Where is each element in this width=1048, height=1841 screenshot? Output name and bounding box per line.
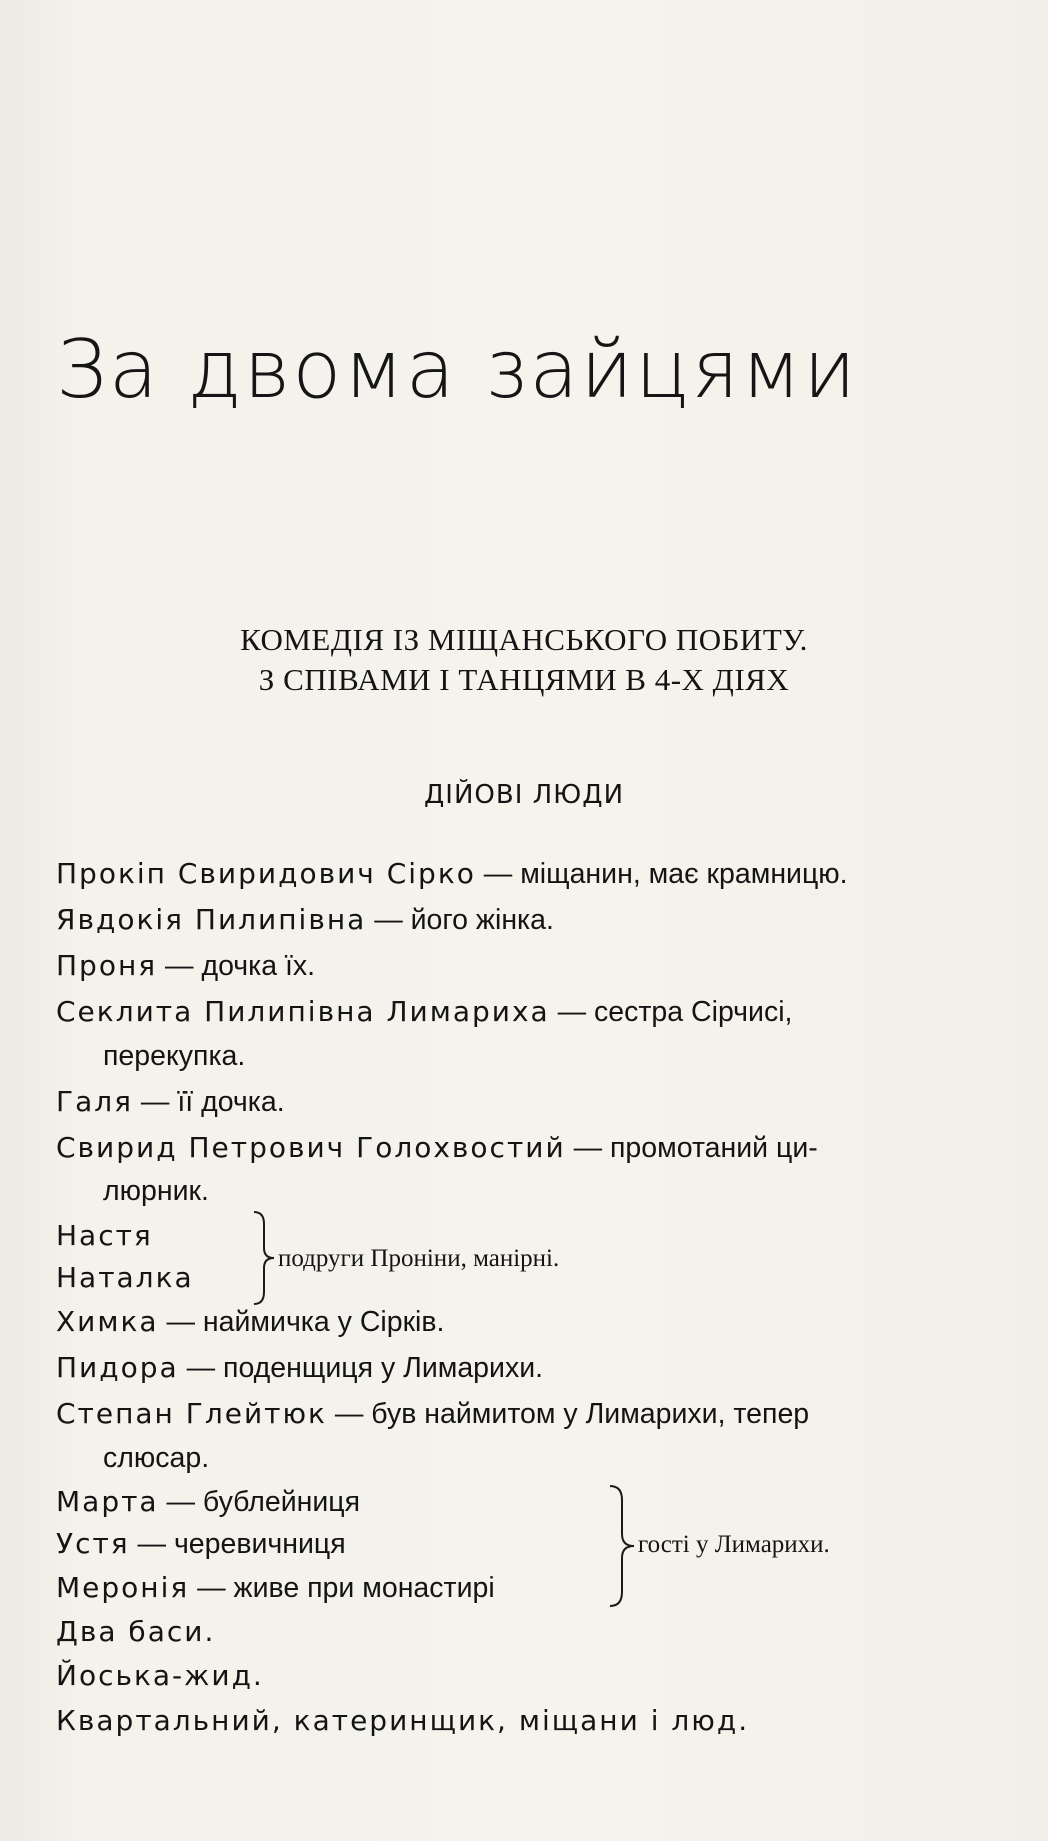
cast-entry xyxy=(56,1571,495,1604)
cast-entry xyxy=(56,949,316,982)
character-description: — сестра Сірчисі, xyxy=(549,996,793,1028)
character-name: Галя xyxy=(56,1085,133,1118)
brace-note-guests: гості у Лимарихи. xyxy=(638,1531,830,1558)
character-description: — бублейниця xyxy=(158,1486,361,1518)
character-name: Настя xyxy=(56,1219,153,1252)
brace-friends xyxy=(250,1210,280,1306)
character-description: — промотаний ци- xyxy=(565,1132,818,1164)
cast-entry xyxy=(56,1305,445,1338)
cast-entry xyxy=(56,1485,361,1518)
cast-entry xyxy=(56,1131,818,1164)
character-name: Химка xyxy=(56,1305,159,1338)
character-name: Наталка xyxy=(56,1261,194,1294)
character-description: — її дочка. xyxy=(132,1086,285,1118)
character-name: Проня xyxy=(56,949,158,982)
character-description: — черевичниця xyxy=(129,1528,346,1560)
character-name: Меронія xyxy=(56,1571,190,1604)
cast-entry xyxy=(56,995,793,1028)
character-description: — дочка їх. xyxy=(157,950,316,982)
cast-entry xyxy=(56,1704,750,1737)
cast-entry xyxy=(56,1085,285,1118)
cast-entry xyxy=(56,1219,153,1252)
character-description: — міщанин, має крамницю. xyxy=(475,858,848,890)
cast-entry xyxy=(56,1351,544,1384)
character-name: Свирид Петрович Голохвостий xyxy=(56,1131,566,1164)
character-description: — був наймитом у Лимарихи, тепер xyxy=(326,1398,810,1430)
character-name: Секлита Пилипівна Лимариха xyxy=(56,995,550,1028)
play-subtitle-line-1: КОМЕДІЯ ІЗ МІЩАНСЬКОГО ПОБИТУ. xyxy=(240,622,808,657)
character-description-continued: слюсар. xyxy=(103,1442,210,1474)
cast-entry xyxy=(56,1397,810,1430)
character-description-continued: люрник. xyxy=(103,1175,209,1207)
character-name: Йоська-жид. xyxy=(56,1659,264,1692)
cast-entry xyxy=(56,1659,264,1692)
character-name: Явдокія Пилипівна xyxy=(56,903,367,936)
character-name: Прокіп Свиридович Сірко xyxy=(56,857,476,890)
brace-note-friends: подруги Проніни, манірні. xyxy=(278,1245,560,1272)
cast-entry-continuation xyxy=(103,1177,209,1206)
cast-entry xyxy=(56,1261,194,1294)
play-subtitle-line-2: З СПІВАМИ І ТАНЦЯМИ В 4-Х ДІЯХ xyxy=(258,662,790,697)
character-name: Степан Глейтюк xyxy=(56,1397,327,1430)
character-description: — живе при монастирі xyxy=(189,1572,495,1604)
cast-entry-continuation xyxy=(103,1042,245,1071)
character-description: — поденщиця у Лимарихи. xyxy=(178,1352,544,1384)
character-name: Пидора xyxy=(56,1351,179,1384)
character-description: — наймичка у Сірків. xyxy=(158,1306,445,1338)
character-description: — його жінка. xyxy=(366,904,554,936)
cast-entry xyxy=(56,1615,216,1648)
cast-entry xyxy=(56,857,848,890)
character-name: Два баси. xyxy=(56,1615,216,1648)
character-name: Устя xyxy=(56,1527,130,1560)
brace-guests xyxy=(606,1484,640,1608)
play-title: За двома зайцями xyxy=(56,323,858,416)
cast-heading: ДІЙОВІ ЛЮДИ xyxy=(423,780,625,810)
cast-entry-continuation xyxy=(103,1444,209,1473)
character-description-continued: перекупка. xyxy=(103,1040,246,1072)
cast-entry xyxy=(56,1527,346,1560)
cast-entry xyxy=(56,903,554,936)
character-name: Квартальний, катеринщик, міщани і люд. xyxy=(56,1704,750,1737)
character-name: Марта xyxy=(56,1485,159,1518)
